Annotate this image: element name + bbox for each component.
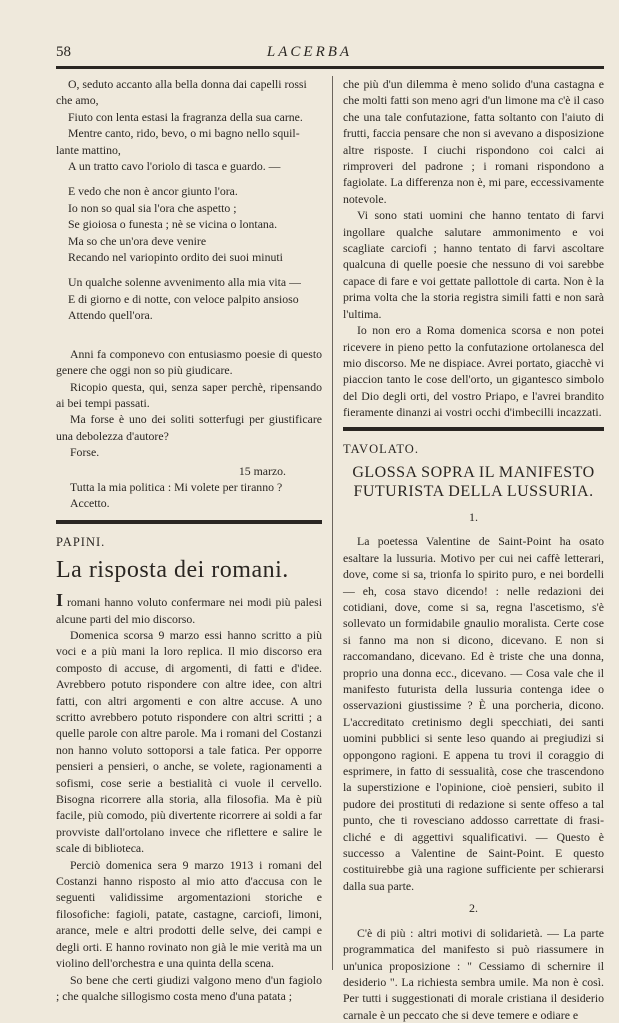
journal-title: LACERBA xyxy=(266,44,353,60)
verse-line: Recando nel variopinto ordito dei suoi minuti xyxy=(68,250,283,265)
entry-date: 15 marzo. xyxy=(238,463,286,478)
article-paragraph: Domenica scorsa 9 marzo essi hanno scritto a più voci e a più mani la loro replica. Il mio discorso era composto di accuse, di argomenti, di fatti e d'idee. Avrebbero potuto rispondere con altre idee, con altri fatti, con altri argomenti e con altre accuse. A uno scritto avrebbero potuto rispondere con altri scritti ; a quelle parole con altre parole. Ma i romani del Costanzi non hanno voluto sottoporsi a tale fatica. Per opporre pensieri a pensieri, o anche, se volete, ragionamenti a sofismi, cose serie a bestialità ci vuole il cervello. Bisogna ricorrere alla storia, alla filosofia. Ma è più facile, più comodo, più divertente ricorrere ai soldi a far provviste dall'ortolano invece che riflettere e salire le scale di biblioteca. xyxy=(56,627,322,856)
verse-line: O, seduto accanto alla bella donna dai capelli rossi xyxy=(68,77,307,91)
verse-line: Un qualche solenne avvenimento alla mia vita — xyxy=(68,275,301,290)
article-title: GLOSSA SOPRA IL MANIFESTO FUTURISTA DELLA LUSSURIA. xyxy=(352,463,595,500)
closing-line: Accetto. xyxy=(70,496,110,511)
verse-line: Fiuto con lenta estasi la fragranza della sua carne. xyxy=(68,109,303,124)
article-paragraph: che più d'un dilemma è meno solido d'una castagna e che molti fatti son meno agri d'un limone ma c'è il caso che una tale confutazione, fatta soltanto con l'aiuto di frutti, faccia pensare che non si avevano a disposizione altre risposte. I ciuchi rispondono coi calci ai rimproveri del padrone ; i romani rispondono a fagiolate. La differenza non è, mi pare, eccessivamente notevole. xyxy=(343,77,604,206)
prose-paragraph: Ricopio questa, qui, senza saper perchè, ripensando ai bei tempi passati. xyxy=(56,379,322,410)
verse-line: E di giorno e di notte, con veloce palpito ansioso xyxy=(68,291,299,306)
article-paragraph: C'è di più : altri motivi di solidarietà. — La parte programmatica del manifesto si può riassumere in un'unica proposizione : " Cessiamo di schernire il desiderio ". La richiesta sembra umile. Ma non è così. Per tutti i suggestionati di morale cristiana il desiderio carnale è un peccato che si deve temere e odiare e xyxy=(343,925,604,1022)
closing-line: Tutta la mia politica : Mi volete per tiranno ? xyxy=(70,479,283,494)
section-rule xyxy=(343,427,604,431)
verse-line: Mentre canto, rido, bevo, o mi bagno nello squil- xyxy=(68,126,300,141)
section-number: 1. xyxy=(469,509,478,524)
prose-paragraph: Anni fa componevo con entusiasmo poesie di questo genere che oggi non so più giudicare. xyxy=(56,346,322,378)
article-author: PAPINI. xyxy=(56,534,106,549)
drop-cap: I xyxy=(56,590,64,611)
article-paragraph: Vi sono stati uomini che hanno tentato di farvi ingollare qualche salutare ammonimento e voi scagliate carciofi ; hanno tentato di farvi ascoltare qualcuna di quelle poesie che nessuno di voi sarebbe capace di fare e voi gettate pallottole di carta. Non è la prima volta che la storia registra simili fatti e non sarà l'ultima. xyxy=(343,208,604,321)
section-number: 2. xyxy=(469,901,478,916)
page-number: 58 xyxy=(56,44,71,60)
verse-line: che amo, xyxy=(56,93,99,108)
verse-line: Ma so che un'ora deve venire xyxy=(68,233,207,248)
verse-line: Attendo quell'ora. xyxy=(68,308,153,323)
poem-stanza-3 xyxy=(56,274,322,323)
right-column xyxy=(343,76,604,1023)
article-paragraph: Io non ero a Roma domenica scorsa e non potei ricevere in pieno petto la confutazione ortolanesca del mio discorso. Me ne dispiace. Avrei portato, giacchè vi piaccion tanto le cose dell'orto, un gigantesco simbolo del Dio degli orti, del vostro Priapo, e l'avrei brandito fieramente dinanzi ai vostri occhi d'imbecilli incazzati. xyxy=(343,323,604,420)
prose-paragraph: Forse. xyxy=(70,445,100,460)
verse-line: lante mattino, xyxy=(56,142,121,157)
poem-stanza-1 xyxy=(56,76,322,174)
verse-line: Se gioiosa o funesta ; nè se vicina o lontana. xyxy=(68,217,278,232)
header-rule xyxy=(56,66,604,69)
poem-stanza-2 xyxy=(56,183,322,265)
article-paragraph: La poetessa Valentine de Saint-Point ha osato esaltare la lussuria. Motivo per cui nei caffè letterari, dove, come si sa, trionfa lo spirito puro, e nei bordelli — eh, cosa stavo dicendo! : nelle redazioni dei cotidiani, dove, come si sa, regna l'ascetismo, s'è sollevato un formidabile gnaulio moralista. Certe cose si fanno ma non si dicono, dicevano. E non si raccomandano, dicevano. Ed è triste che una donna, proprio una donna ecc., dicevano. — Cosa vale che il manifesto futurista della lussuria contenga idee o osservazioni giustissime ? È una porcheria, dicono. L'accreditato cretinismo degli specchiati, dei santi uomini pubblici si sente leso quando ai pregiudizi si oppongono ragioni. E appena tu trovi il coraggio di esprimere, in fatto di sessualità, cose che trascendono la superstizione e l'opinione, cioè pensieri, subito il pudore dei prostituti di redazione si sente offeso a tal punto, che ti rovesciano addosso carrettate di frasi-cliché e di aggettivi squalificativi. — Questo è successo a Valentine de Saint-Point. E questo costituirebbe già una ragione sufficiente per schierarsi dalla sua parte. xyxy=(343,534,604,893)
column-divider xyxy=(332,76,333,970)
verse-line: Io non so qual sia l'ora che aspetto ; xyxy=(68,200,237,215)
article-paragraph: So bene che certi giudizi valgono meno d'un fagiolo ; che qualche sillogismo costa meno d'una patata ; xyxy=(56,972,322,1003)
article-paragraph: I romani hanno voluto confermare nei modi più palesi alcune parti del mio discorso. xyxy=(56,590,322,626)
prose-paragraph: Ma forse è uno dei soliti sotterfugi per giustificare una debolezza d'autore? xyxy=(56,412,322,443)
section-rule xyxy=(56,520,322,524)
article-title: La risposta dei romani. xyxy=(56,557,289,584)
article-paragraph: Perciò domenica sera 9 marzo 1913 i romani del Costanzi hanno risposto al mio atto d'accusa con le seguenti validissime argomentazioni storiche e filosofiche: fagioli, patate, castagne, carciofi, limoni, arance, mele e altri prodotti delle selve, dei campi e degli orti. E hanno rovinato non già le mie verità ma un violino dell'orchestra e una quinta della scena. xyxy=(56,857,322,971)
verse-line: E vedo che non è ancor giunto l'ora. xyxy=(68,184,238,199)
verse-line: A un tratto cavo l'oriolo di tasca e guardo. — xyxy=(68,159,281,174)
left-column xyxy=(56,76,322,1004)
article-author: TAVOLATO. xyxy=(343,441,419,456)
